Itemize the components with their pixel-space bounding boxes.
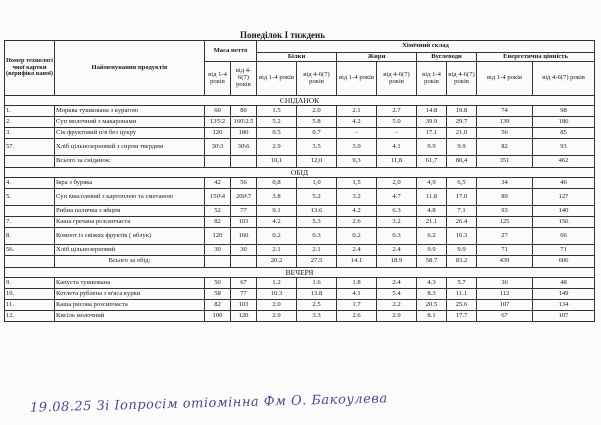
value-cell: 6,5 — [447, 178, 477, 189]
empty-cell — [231, 156, 257, 168]
value-cell: 36 — [477, 278, 533, 289]
card-number: 11. — [5, 300, 55, 311]
card-number — [5, 206, 55, 217]
value-cell: 26.4 — [447, 217, 477, 228]
value-cell: 4,9 — [417, 178, 447, 189]
value-cell: 125 — [477, 217, 533, 228]
value-cell: 20.5 — [417, 300, 447, 311]
value-cell: 186 — [533, 117, 595, 128]
value-cell: 5.3 — [297, 217, 337, 228]
total-value: 12,0 — [297, 156, 337, 168]
value-cell: 2.6 — [337, 217, 377, 228]
value-cell: 93 — [477, 206, 533, 217]
section-title: ОБІД — [5, 168, 595, 178]
total-value: 83.2 — [447, 256, 477, 268]
value-cell: 48 — [533, 278, 595, 289]
table-row — [5, 245, 595, 256]
value-cell: 139 — [477, 117, 533, 128]
value-cell: 4.2 — [257, 217, 297, 228]
value-cell: 120 — [205, 228, 231, 245]
value-cell: 107 — [533, 311, 595, 322]
product-name: Суп молочний з макаронами — [55, 117, 205, 128]
value-cell: 56 — [477, 128, 533, 139]
header-age-4-6: від 4-6(7) років — [297, 62, 337, 96]
table-row — [5, 189, 595, 206]
total-label: Всього за сніданок: — [55, 156, 205, 168]
value-cell: 0.3 — [377, 228, 417, 245]
value-cell: 3.8 — [257, 189, 297, 206]
value-cell: 85 — [533, 128, 595, 139]
value-cell: 6.2 — [417, 228, 447, 245]
value-cell: 156 — [533, 217, 595, 228]
value-cell: 42 — [205, 178, 231, 189]
empty-cell — [5, 156, 55, 168]
table-row — [5, 278, 595, 289]
product-name: Котлета рублена з м'яса курки — [55, 289, 205, 300]
value-cell: 2.9 — [257, 311, 297, 322]
product-name: Суп квасолевий з картоплею та сметаною — [55, 189, 205, 206]
value-cell: 120 — [205, 128, 231, 139]
product-name: Кисіль молочний — [55, 311, 205, 322]
value-cell: 58 — [205, 289, 231, 300]
value-cell: 2.0 — [257, 300, 297, 311]
card-number: 7. — [5, 217, 55, 228]
header-age-1-4: від 1-4 років — [477, 62, 533, 96]
card-number: 5. — [5, 189, 55, 206]
value-cell: 9.9 — [447, 245, 477, 256]
value-cell: 2.1 — [257, 245, 297, 256]
value-cell: 9.9 — [417, 245, 447, 256]
total-value: 351 — [477, 156, 533, 168]
value-cell: 4.8 — [417, 206, 447, 217]
value-cell: 52 — [205, 206, 231, 217]
value-cell: 4.2 — [337, 117, 377, 128]
header-chemical: Хімічний склад — [257, 41, 595, 53]
table-row — [5, 178, 595, 189]
value-cell: 5.2 — [257, 117, 297, 128]
value-cell: 11.8 — [417, 189, 447, 206]
value-cell: 9.1 — [257, 206, 297, 217]
total-value: 9,3 — [337, 156, 377, 168]
value-cell: 17.1 — [417, 128, 447, 139]
card-number: 1. — [5, 106, 55, 117]
total-value: 61,7 — [417, 156, 447, 168]
value-cell: 11.1 — [447, 289, 477, 300]
header-age-1-4: від 1-4 років — [337, 62, 377, 96]
value-cell: 30 — [231, 245, 257, 256]
value-cell: 4.1 — [377, 139, 417, 156]
card-number: 56. — [5, 245, 55, 256]
value-cell: 134 — [533, 300, 595, 311]
value-cell: 82 — [477, 139, 533, 156]
card-number: 2. — [5, 117, 55, 128]
value-cell: 2.5 — [297, 300, 337, 311]
table-row — [5, 228, 595, 245]
value-cell: 2.9 — [377, 311, 417, 322]
value-cell: 71 — [533, 245, 595, 256]
value-cell: 2.1 — [337, 106, 377, 117]
value-cell: 80 — [231, 106, 257, 117]
value-cell: 17.0 — [447, 189, 477, 206]
value-cell: 17.7 — [447, 311, 477, 322]
table-row — [5, 217, 595, 228]
value-cell: 3.2 — [337, 189, 377, 206]
value-cell: 89 — [477, 189, 533, 206]
value-cell: - — [377, 128, 417, 139]
product-name: Хліб цільнозерновий з сиром твердим — [55, 139, 205, 156]
value-cell: 180 — [231, 128, 257, 139]
value-cell: 103 — [231, 300, 257, 311]
empty-cell — [205, 156, 231, 168]
product-name: Каша гречана розсипчаста — [55, 217, 205, 228]
value-cell: 60 — [205, 106, 231, 117]
value-cell: 9.9 — [417, 139, 447, 156]
value-cell: 14.8 — [417, 106, 447, 117]
value-cell: 56 — [231, 178, 257, 189]
total-value: 439 — [477, 256, 533, 268]
value-cell: 67 — [231, 278, 257, 289]
empty-cell — [231, 256, 257, 268]
value-cell: 2.1 — [297, 245, 337, 256]
header-mass: Маса нетто — [205, 41, 257, 62]
value-cell: 5.4 — [377, 289, 417, 300]
value-cell: 160 — [231, 228, 257, 245]
value-cell: 29.7 — [447, 117, 477, 128]
value-cell: 93 — [533, 139, 595, 156]
value-cell: 3.3 — [297, 311, 337, 322]
total-value: 18.9 — [377, 256, 417, 268]
header-product-name: Найменування продуктів — [55, 41, 205, 96]
header-age-4-6: від 4-6(7) років — [533, 62, 595, 96]
value-cell: 0.5 — [257, 128, 297, 139]
value-cell: 21.1 — [417, 217, 447, 228]
value-cell: 140 — [533, 206, 595, 217]
value-cell: 5.0 — [377, 117, 417, 128]
value-cell: 1.8 — [337, 278, 377, 289]
total-value: 80,4 — [447, 156, 477, 168]
table-row — [5, 139, 595, 156]
value-cell: 10.3 — [257, 289, 297, 300]
total-value: 10,1 — [257, 156, 297, 168]
product-name: Компот із свіжих фруктів ( яблук) — [55, 228, 205, 245]
header-age-1-4: від 1-4 років — [205, 62, 231, 96]
value-cell: 3.2 — [377, 217, 417, 228]
total-value: 58.7 — [417, 256, 447, 268]
value-cell: 112 — [477, 289, 533, 300]
value-cell: 150\4 — [205, 189, 231, 206]
table-row — [5, 206, 595, 217]
card-number: 9. — [5, 278, 55, 289]
empty-cell — [205, 256, 231, 268]
table-row — [5, 289, 595, 300]
value-cell: 100 — [205, 311, 231, 322]
card-number: 4. — [5, 178, 55, 189]
header-age-4-6: від 4-6(7) років — [377, 62, 417, 96]
product-name: Капуста тушкована — [55, 278, 205, 289]
card-number: 10. — [5, 289, 55, 300]
product-name: Каша рисова розсипчаста — [55, 300, 205, 311]
value-cell: 1.2 — [257, 278, 297, 289]
value-cell: 50 — [205, 278, 231, 289]
total-row — [5, 256, 595, 268]
value-cell: 8.1 — [417, 311, 447, 322]
value-cell: 19.8 — [447, 106, 477, 117]
page-title: Понеділок І тиждень — [240, 30, 325, 40]
value-cell: 46 — [533, 178, 595, 189]
value-cell: 67 — [477, 311, 533, 322]
header-fats: Жири — [337, 53, 417, 62]
value-cell: 2.4 — [377, 245, 417, 256]
value-cell: 39.9 — [417, 117, 447, 128]
card-number: 3. — [5, 128, 55, 139]
value-cell: 66 — [533, 228, 595, 245]
total-value: 27.5 — [297, 256, 337, 268]
table-row — [5, 128, 595, 139]
total-value: 14.1 — [337, 256, 377, 268]
value-cell: 77 — [231, 289, 257, 300]
header-energy: Енергетична цінність — [477, 53, 595, 62]
header-carbs: Вуглеводи — [417, 53, 477, 62]
value-cell: 16.3 — [447, 228, 477, 245]
value-cell: 149 — [533, 289, 595, 300]
total-value: 606 — [533, 256, 595, 268]
product-name: Хліб цільнозерновий — [55, 245, 205, 256]
value-cell: 25.6 — [447, 300, 477, 311]
value-cell: 34 — [477, 178, 533, 189]
value-cell: 1.5 — [257, 106, 297, 117]
value-cell: 5.8 — [297, 117, 337, 128]
value-cell: 2.4 — [337, 245, 377, 256]
card-number: 8. — [5, 228, 55, 245]
table-row — [5, 117, 595, 128]
value-cell: 0.3 — [297, 228, 337, 245]
value-cell: 1.7 — [337, 300, 377, 311]
header-age-4-6: від 4-6(7) років — [231, 62, 257, 96]
value-cell: 103 — [231, 217, 257, 228]
value-cell: 2.0 — [297, 106, 337, 117]
section-title: ВЕЧЕРЯ — [5, 268, 595, 278]
value-cell: 21.0 — [447, 128, 477, 139]
value-cell: 2.7 — [377, 106, 417, 117]
total-label: Всього за обід: — [55, 256, 205, 268]
table-row — [5, 300, 595, 311]
value-cell: 1,0 — [297, 178, 337, 189]
value-cell: 30 — [205, 245, 231, 256]
value-cell: - — [337, 128, 377, 139]
value-cell: 13.8 — [297, 289, 337, 300]
section-title: СНІДАНОК — [5, 96, 595, 106]
header-age-1-4: від 1-4 років — [417, 62, 447, 96]
header-age-4-6: від 4-6(7) років — [447, 62, 477, 96]
product-name: Сік фруктовий п/в без цукру — [55, 128, 205, 139]
value-cell: 2.2 — [377, 300, 417, 311]
handwritten-signature: 19.08.25 Зі Іопросім отіомінна Фм О. Бакоулева — [29, 391, 388, 416]
value-cell: 4.3 — [417, 278, 447, 289]
table-row — [5, 106, 595, 117]
total-value: 20.2 — [257, 256, 297, 268]
value-cell: 4.1 — [337, 289, 377, 300]
value-cell: 2.9 — [257, 139, 297, 156]
total-value: 462 — [533, 156, 595, 168]
value-cell: 2.4 — [377, 278, 417, 289]
value-cell: 82 — [205, 300, 231, 311]
value-cell: 27 — [477, 228, 533, 245]
product-name: Рибна паличка з яйцем — [55, 206, 205, 217]
value-cell: 4.2 — [337, 206, 377, 217]
total-row — [5, 156, 595, 168]
value-cell: 71 — [477, 245, 533, 256]
value-cell: 98 — [533, 106, 595, 117]
value-cell: 127 — [533, 189, 595, 206]
value-cell: 7.1 — [447, 206, 477, 217]
value-cell: 77 — [231, 206, 257, 217]
card-number: 12. — [5, 311, 55, 322]
value-cell: 1.6 — [297, 278, 337, 289]
value-cell: 120 — [231, 311, 257, 322]
value-cell: 30\3 — [205, 139, 231, 156]
menu-table — [4, 40, 595, 322]
value-cell: 3.0 — [337, 139, 377, 156]
value-cell: 4.7 — [377, 189, 417, 206]
value-cell: 30\6 — [231, 139, 257, 156]
value-cell: 0.2 — [337, 228, 377, 245]
value-cell: 1,5 — [337, 178, 377, 189]
value-cell: 9.9 — [447, 139, 477, 156]
value-cell: 0,8 — [257, 178, 297, 189]
value-cell: 135\2 — [205, 117, 231, 128]
value-cell: 5.7 — [447, 278, 477, 289]
value-cell: 200\7 — [231, 189, 257, 206]
value-cell: 82 — [205, 217, 231, 228]
empty-cell — [5, 256, 55, 268]
value-cell: 3.5 — [297, 139, 337, 156]
table-row — [5, 311, 595, 322]
value-cell: 2.6 — [337, 311, 377, 322]
value-cell: 13.6 — [297, 206, 337, 217]
header-tech-card: Номер технологі чної картки (верифіко ваної) — [5, 41, 55, 96]
value-cell: 6.3 — [377, 206, 417, 217]
card-number: 57. — [5, 139, 55, 156]
value-cell: 160\2.5 — [231, 117, 257, 128]
header-proteins: Білки — [257, 53, 337, 62]
product-name: Морква тушкована з курагою — [55, 106, 205, 117]
header-age-1-4: від 1-4 років — [257, 62, 297, 96]
product-name: Ікра з буряка — [55, 178, 205, 189]
value-cell: 2,0 — [377, 178, 417, 189]
value-cell: 74 — [477, 106, 533, 117]
value-cell: 8.3 — [417, 289, 447, 300]
value-cell: 107 — [477, 300, 533, 311]
total-value: 11,8 — [377, 156, 417, 168]
value-cell: 0.7 — [297, 128, 337, 139]
value-cell: 0.2 — [257, 228, 297, 245]
value-cell: 5.2 — [297, 189, 337, 206]
